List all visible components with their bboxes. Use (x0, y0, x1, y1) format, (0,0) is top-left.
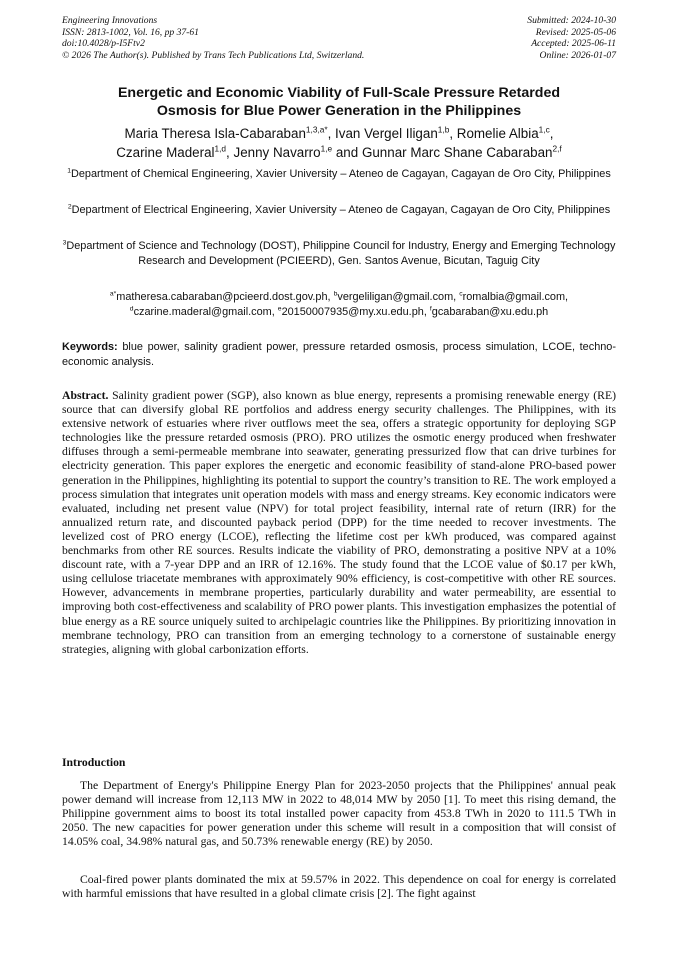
author-name: Romelie Albia (456, 126, 539, 141)
abstract-label: Abstract. (62, 389, 109, 402)
intro-paragraph-2: Coal-fired power plants dominated the mix at 59.57% in 2022. This dependence on coal for energy is correlated with harmful emissions that have resulted in a global climate crisis [2]. The fight against (62, 873, 616, 901)
affiliation-text: Department of Electrical Engineering, Xavier University – Ateneo de Cagayan, Cagayan de Oro City, Philippines (71, 204, 611, 216)
section-heading-introduction: Introduction (62, 756, 126, 769)
affiliation-text: Department of Science and Technology (DOST), Philippine Council for Industry, Energy and Emerging Technology Research and Development (PCIEERD), Gen. Santos Avenue, Bicutan, Taguig City (66, 240, 616, 267)
email-list (62, 290, 616, 319)
online-date: Online: 2026-01-07 (539, 49, 616, 61)
abstract-text: Salinity gradient power (SGP), also known as blue energy, represents a promising renewable energy (RE) source that can diversify global RE portfolios and address energy security challenges. The Philippines, with its extensive network of estuaries where river outflows meet the sea, offers a strategic opportunity for deploying SGP technologies like the pressure retarded osmosis (PRO). PRO utilizes the osmotic energy produced when freshwater diffuses through a semi-permeable membrane into seawater, generating pressurized flow that can drive turbines for electricity generation. This paper explores the energetic and economic feasibility of stand-alone PRO-based power generation in the Philippines, highlighting its potential to support the country’s transition to RE. The work employed a process simulation that integrates unit operation models with mass and energy streams. Key economic indicators were evaluated, including net present value (NPV) for total project feasibility, internal rate of return (IRR) for the annualized return rate, and discounted payback period (DPP) for the time needed to recover investments. The levelized cost of PRO energy (LCOE), reflecting the lifetime cost per kWh produced, was compared against benchmarks from other RE sources. Results indicate the viability of PRO, demonstrating a positive NPV at a 10% discount rate, with a 7-year DPP and an IRR of 12.16%. The study found that the LCOE value of $0.17 per kWh, using cellulose triacetate membranes with approximately 90% efficiency, is cost-competitive with other RE sources. However, advancements in membrane properties, particularly durability and water permeability, are essential to improving both cost-effectiveness and scalability of PRO power plants. This investigation emphasizes the potential of blue energy as a RE source uniquely suited to archipelagic countries like the Philippines. By prioritizing innovation in membrane technology, PRO can transition from an emerging technology to a cornerstone of sustainable energy strategies, aligning with global carbonization efforts. (62, 389, 616, 656)
affiliation-superscript: 3 (62, 239, 67, 247)
email-superscript: f (429, 304, 432, 312)
author-superscript: 1,d (214, 143, 227, 154)
keywords-text: blue power, salinity gradient power, pressure retarded osmosis, process simulation, LCOE, techno-economic analysis. (62, 341, 616, 368)
author-separator: and (332, 144, 362, 160)
submitted-date: Submitted: 2024-10-30 (527, 15, 616, 26)
author-separator: , (226, 144, 234, 160)
affiliation-superscript: 1 (67, 167, 71, 175)
email-address[interactable]: 20150007935@my.xu.edu.ph (281, 305, 424, 318)
paper-title (62, 84, 616, 120)
copyright-line: © 2026 The Author(s). Published by Trans Tech Publications Ltd, Switzerland. (62, 49, 365, 61)
affiliation-text: Department of Chemical Engineering, Xavier University – Ateneo de Cagayan, Cagayan de Oro City, Philippines (70, 168, 611, 180)
doi-line[interactable]: doi:10.4028/p-I5Ftv2 (62, 38, 145, 50)
title-line-1: Energetic and Economic Viability of Full-Scale Pressure Retarded (117, 85, 561, 101)
author-name: Jenny Navarro (233, 144, 321, 160)
email-address[interactable]: vergeliligan@gmail.com (337, 291, 454, 303)
dates-header (527, 15, 616, 61)
affiliation-3 (62, 239, 616, 268)
email-superscript: c (459, 290, 463, 298)
author-superscript: 1,c (538, 124, 550, 135)
email-address[interactable]: gcabaraban@xu.edu.ph (431, 305, 549, 318)
journal-header (62, 15, 364, 61)
email-superscript: b (333, 290, 338, 298)
abstract-block (62, 389, 616, 657)
keywords-block (62, 340, 616, 369)
email-address[interactable]: matheresa.cabaraban@pcieerd.dost.gov.ph (116, 291, 328, 303)
author-superscript: 1,e (320, 143, 333, 154)
author-list (62, 125, 616, 162)
email-address[interactable]: romalbia@gmail.com (462, 291, 566, 303)
author-superscript: 2,f (552, 143, 562, 154)
journal-name: Engineering Innovations (62, 15, 158, 26)
email-separator: , (565, 291, 569, 303)
author-separator: , (449, 126, 457, 141)
email-separator: , (453, 291, 460, 303)
email-separator: , (271, 305, 278, 318)
author-separator: , (327, 126, 336, 141)
email-superscript: d (129, 304, 134, 312)
email-separator: , (423, 305, 430, 318)
accepted-date: Accepted: 2025-06-11 (531, 38, 616, 50)
email-superscript: a* (109, 290, 117, 298)
author-name: Gunnar Marc Shane Cabaraban (361, 144, 553, 160)
email-separator: , (327, 291, 334, 303)
keywords-label: Keywords: (62, 341, 118, 353)
affiliation-2 (62, 203, 616, 218)
author-name: Czarine Maderal (116, 144, 215, 160)
issn-line: ISSN: 2813-1002, Vol. 16, pp 37-61 (62, 26, 199, 38)
email-superscript: e (277, 304, 282, 312)
author-name: Maria Theresa Isla-Cabaraban (124, 126, 306, 141)
intro-paragraph-1: The Department of Energy's Philippine Energy Plan for 2023-2050 projects that the Philippines' annual peak power demand will increase from 12,113 MW in 2022 to 48,014 MW by 2050 [1]. To meet this rising demand, the Philippine government aims to boost its total installed power capacity from 453.8 TWh in 2020 to 111.5 TWh in 2050. The new capacities for power generation under this scheme will result in a composition that will consist of 14.05% coal, 34.98% natural gas, and 50.73% renewable energy (RE) by 2050. (62, 779, 616, 849)
email-address[interactable]: czarine.maderal@gmail.com (133, 305, 272, 318)
affiliation-1 (62, 167, 616, 182)
author-superscript: 1,b (437, 124, 450, 135)
author-name: Ivan Vergel Iligan (335, 126, 438, 141)
author-separator: , (549, 126, 554, 141)
affiliation-superscript: 2 (67, 203, 72, 211)
revised-date: Revised: 2025-05-06 (535, 26, 616, 38)
title-line-2: Osmosis for Blue Power Generation in the Philippines (156, 103, 522, 119)
author-superscript: 1,3,a* (305, 124, 328, 135)
